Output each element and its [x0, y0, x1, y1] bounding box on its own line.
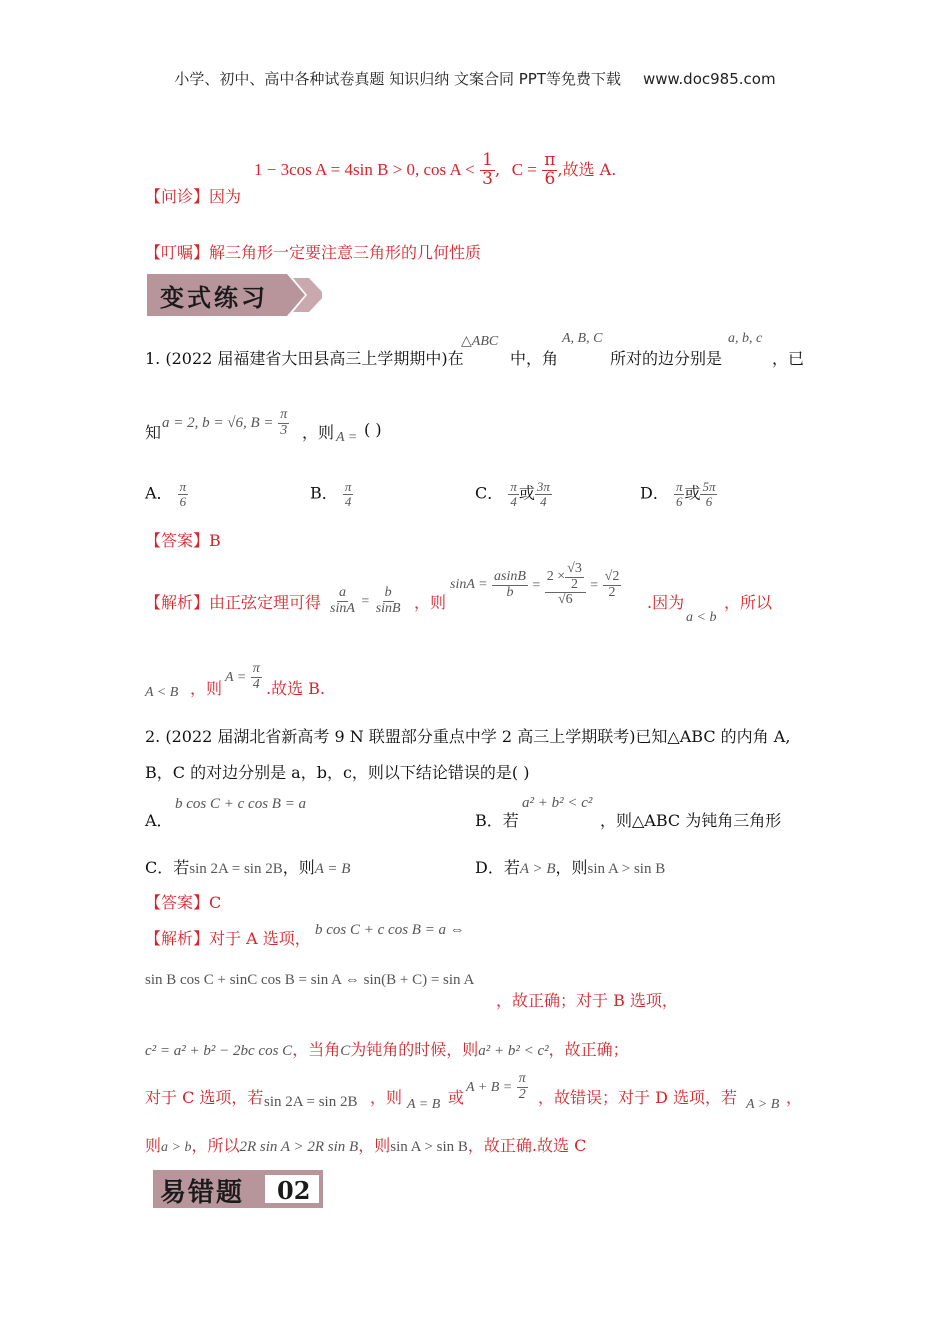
q2-option-b-expr: a² + b² < c²: [522, 795, 593, 811]
q2-option-a[interactable]: A．: [145, 811, 173, 830]
header-title: 小学、初中、高中各种试卷真题 知识归纳 文案合同 PPT等免费下载: [174, 70, 621, 88]
q2-jiexi-4-gt: A > B: [746, 1097, 780, 1112]
q1-jiexi-calc: sinA = $\frac{asinB}{b}$ = 2 × $\frac{√3}{2}$ √6 = $\frac{√2}{2}$: [450, 561, 620, 608]
q1-jiexi-because: .因为: [647, 593, 685, 612]
q2-jiexi-4-sum: A + B = $\frac{\pi}{2}$: [466, 1071, 526, 1102]
q2-jiexi-1-expr: b cos C + c cos B = a ⇔: [315, 922, 465, 938]
q1-jiexi-so: ，所以: [724, 593, 773, 612]
q2-option-c[interactable]: C．若sin 2A = sin 2B，则A = B: [145, 858, 351, 877]
q2-answer: 【答案】C: [145, 893, 222, 912]
q1-jiexi-end: .故选 B.: [266, 679, 326, 698]
q1-given: a = 2, b = √6, B = $\frac{\pi}{3}$: [162, 407, 288, 438]
header-site[interactable]: www.doc985.com: [642, 70, 776, 88]
q2-option-b[interactable]: B．若: [475, 811, 519, 830]
q2-jiexi-4d: ，: [786, 1088, 803, 1107]
q1-tri: △ABC: [461, 334, 499, 349]
q2-jiexi-1: 【解析】对于 A 选项，: [145, 929, 311, 948]
q1-a-eq: A =: [336, 430, 358, 445]
q2-jiexi-4-or: 或: [448, 1088, 465, 1107]
q1-answer: 【答案】B: [145, 531, 221, 550]
q1-paren: ( ): [364, 420, 382, 439]
q1-jiexi-then2: ，则: [190, 679, 223, 698]
q2-option-a-expr: b cos C + c cos B = a: [175, 796, 307, 812]
q1-option-d[interactable]: D． $\frac{\pi}{6}$ 或 $\frac{5\pi}{6}$: [640, 479, 716, 509]
q1-jiexi-ratio: $\frac{a}{\sin A}$ = $\frac{b}{\sin B}$: [330, 585, 401, 616]
q1-angles: A, B, C: [562, 331, 603, 346]
q1-line1d: ，已: [772, 349, 805, 368]
q2-jiexi-4b: ，则: [370, 1088, 403, 1107]
dingzhu-note: 【叮嘱】解三角形一定要注意三角形的几何性质: [145, 243, 482, 262]
q2-jiexi-4-expr: sin 2A = sin 2B: [264, 1094, 358, 1110]
q2-jiexi-4a: 对于 C 选项，若: [145, 1088, 264, 1107]
q2-jiexi-3: c² = a² + b² − 2bc cos C，当角C为钝角的时候，则a² + b² < c²，故正确；: [145, 1040, 629, 1059]
q1-option-c[interactable]: C． $\frac{\pi}{4}$ 或 $\frac{3\pi}{4}$: [475, 479, 550, 509]
q1-line2b: ，则: [302, 423, 335, 442]
q1-option-a[interactable]: A． $\frac{\pi}{6}$: [145, 479, 187, 509]
wenzhen-label: 【问诊】因为: [145, 187, 242, 206]
q1-line1b: 中，角: [510, 349, 559, 368]
q2-line2: B，C 的对边分别是 a，b，c，则以下结论错误的是( ): [145, 763, 530, 782]
q1-option-b[interactable]: B． $\frac{\pi}{4}$: [310, 479, 352, 509]
section-banner2-label: 易错题: [160, 1178, 245, 1208]
q1-A-lt-B: A < B: [145, 685, 179, 700]
q2-jiexi-5: 则a > b，所以2R sin A > 2R sin B，则sin A > sin B，故正确.故选 C: [145, 1136, 587, 1155]
section-banner2-number: 02: [277, 1176, 311, 1205]
section-banner-label: 变式练习: [160, 283, 268, 312]
q1-a-lt-b: a < b: [686, 610, 717, 625]
q1-jiexi-result: A = $\frac{\pi}{4}$: [225, 661, 260, 692]
wenzhen-formula: 1 − 3cos A = 4sin B > 0, cos A < $\frac{1}{3}$ , C = $\frac{\pi}{6}$ ,故选 A.: [254, 150, 617, 189]
q1-jiexi-lead: 【解析】由正弦定理可得: [145, 593, 322, 612]
q2-jiexi-2-tail: ，故正确；对于 B 选项，: [496, 991, 678, 1010]
q1-line2a: 知: [145, 423, 162, 442]
q1-line1c: 所对的边分别是: [610, 349, 723, 368]
q2-line1: 2. (2022 届湖北省新高考 9 N 联盟部分重点中学 2 高三上学期联考)已知△ABC 的内角 A,: [145, 727, 791, 746]
q1-sides: a, b, c: [728, 331, 763, 346]
q1-line1: 1. (2022 届福建省大田县高三上学期期中)在: [145, 349, 464, 368]
q2-jiexi-4c: ，故错误；对于 D 选项，若: [538, 1088, 738, 1107]
q1-jiexi-then: ，则: [414, 593, 447, 612]
q2-jiexi-4-AB: A = B: [407, 1097, 441, 1112]
q2-jiexi-2-expr: sin B cos C + sinC cos B = sin A ⇔ sin(B + C) = sin A: [145, 972, 475, 988]
page-header: [0, 68, 950, 89]
q2-option-b-tail: ，则△ABC 为钝角三角形: [600, 811, 782, 830]
q2-option-d[interactable]: D．若A > B，则sin A > sin B: [475, 858, 666, 877]
